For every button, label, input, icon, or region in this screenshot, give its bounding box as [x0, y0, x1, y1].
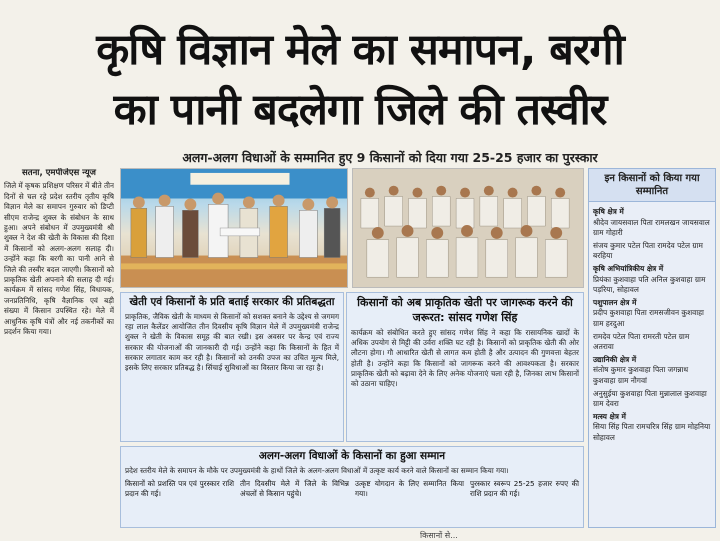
- left-column-body: जिले में कृषक प्रशिक्षण परिसर में बीते तीन दिनों से चल रहे प्रदेश स्तरीय तृतीय कृषि विज्ञान मेले का समापन गुरुवार को डिप्टी सीएम राजेन्द्र शुक्ल के संबोधन के साथ हुआ। अपने संबोधन में उपमुख्यमंत्री श्री शुक्ल ने देश की खेती के विकास की दिशा में किसानों को अलग-अलग सलाह दी। उन्होंने कहा कि बरगी का पानी आने से जिले की तस्वीर बदल जाएगी। किसानों को प्राकृतिक खेती अपनाने की सलाह दी गई। कार्यक्रम में सांसद गणेश सिंह, विधायक, जनप्रतिनिधि, कृषि वैज्ञानिक एवं बड़ी संख्या में किसान उपस्थित रहे। मेले में आधुनिक कृषि यंत्रों और नई तकनीकों का प्रदर्शन किया गया।: [4, 181, 114, 337]
- govt-commitment-body: प्राकृतिक, जैविक खेती के माध्यम से किसानों को सशक्त बनाने के उद्देश्य से जगमग रहा लाल कैलेंडर आयोजित तीन दिवसीय कृषि विज्ञान मेले में उपमुख्यमंत्री राजेन्द्र शुक्ल ने खेती के विकास समूह की बात रखी। इस अवसर पर केन्द्र एवं राज्य सरकार की योजनाओं की जानकारी दी गई। उन्होंने कहा कि किसानों के हित में सरकार लगातार काम कर रही है। किसानों को उनकी उपज का उचित मूल्य मिले, इसके लिए सरकार प्रतिबद्ध है। सिंचाई सुविधाओं का विस्तार किया जा रहा है।: [125, 312, 339, 373]
- govt-commitment-article: [120, 292, 344, 442]
- headline-line-2: का पानी बदलेगा जिले की तस्वीर: [113, 85, 607, 135]
- headline-line-1: कृषि विज्ञान मेले का समापन, बरगी: [96, 25, 624, 75]
- sidebar-names: प्रदीप कुशवाहा पिता रामसजीवन कुशवाहा ग्राम हरदुआ: [593, 308, 704, 328]
- sidebar-entry: [593, 412, 711, 444]
- sidebar-category: उद्यानिकी क्षेत्र में: [593, 354, 637, 364]
- left-column-article: [4, 168, 114, 528]
- sidebar-entry: [593, 207, 711, 239]
- subheadline: अलग-अलग विधाओं के सम्मानित हुए 9 किसानों को दिया गया 25-25 हजार का पुरस्कार: [182, 150, 598, 165]
- sidebar-title: इन किसानों को किया गया सम्मानित: [589, 169, 715, 202]
- awards-article: [120, 446, 584, 528]
- sidebar-names: अनुसुईया कुशवाहा पिता मुन्नालाल कुशवाहा ग्राम देवरा: [593, 388, 707, 409]
- sidebar-category: कृषि क्षेत्र में: [593, 207, 624, 216]
- awards-column: तीन दिवसीय मेले में जिले के विभिन्न अंचलों से किसान पहुंचे।: [240, 479, 349, 499]
- sidebar-category: कृषि अभियांत्रिकीय क्षेत्र में: [593, 263, 664, 273]
- sidebar-names: रामदेव पटेल पिता रामरती पटेल ग्राम अतरावा: [593, 331, 690, 352]
- awards-column: किसानों को प्रशस्ति पत्र एवं पुरस्कार राशि प्रदान की गई।: [125, 479, 234, 499]
- dateline: सतना, एमपीजेएस न्यूज: [22, 168, 96, 178]
- stage-felicitation-photo: [120, 168, 348, 288]
- sidebar-names: सिया सिंह पिता रामचरित्र सिंह ग्राम मोहनिया सोहावल: [593, 422, 711, 442]
- audience-photo: [352, 168, 584, 288]
- awards-title: अलग-अलग विधाओं के किसानों का हुआ सम्मान: [258, 450, 446, 462]
- govt-commitment-title: खेती एवं किसानों के प्रति बताई सरकार की प्रतिबद्धता: [129, 296, 335, 308]
- natural-farming-article: [346, 292, 584, 442]
- awards-column: पुरस्कार स्वरूप 25-25 हजार रुपए की राशि प्रदान की गई।: [470, 479, 579, 499]
- honored-farmers-sidebar: [588, 168, 716, 528]
- sidebar-category: पशुपालन क्षेत्र में: [593, 297, 637, 307]
- natural-farming-body: कार्यक्रम को संबोधित करते हुए सांसद गणेश सिंह ने कहा कि रासायनिक खादों के अधिक उपयोग से मिट्टी की उर्वरा शक्ति घट रही है। किसानों को प्राकृतिक खेती की ओर लौटना होगा। गौ आधारित खेती से लागत कम होती है और उत्पादन की गुणवत्ता बेहतर होती है। उन्होंने कहा कि किसानों को जागरूक करने की आवश्यकता है। सरकार प्राकृतिक खेती को बढ़ावा देने के लिए अनेक योजनाएं चला रही है, जिनका लाभ किसानों को उठाना चाहिए।: [351, 328, 579, 389]
- headline: [4, 20, 716, 140]
- sidebar-entry: [593, 389, 711, 410]
- sidebar-category: मत्स्य क्षेत्र में: [593, 411, 626, 421]
- sidebar-names: संजय कुमार पटेल पिता रामदेव पटेल ग्राम बरहिया: [593, 240, 703, 261]
- awards-body: प्रदेश स्तरीय मेले के समापन के मौके पर उपमुख्यमंत्री के हाथों जिले के अलग-अलग विधाओं में उत्कृष्ट कार्य करने वाले किसानों का सम्मान किया गया।: [125, 466, 509, 475]
- sidebar-entry: [593, 241, 711, 262]
- sidebar-entry: [593, 264, 711, 296]
- natural-farming-title: किसानों को अब प्राकृतिक खेती पर जागरूक करने की जरूरत: सांसद गणेश सिंह: [357, 296, 573, 324]
- sidebar-entry: [593, 355, 711, 387]
- awards-column: उत्कृष्ट योगदान के लिए सम्मानित किया गया।: [355, 479, 464, 499]
- sidebar-names: श्रीदेव जायसवाल पिता रामलखन जायसवाल ग्राम गोहारी: [593, 217, 710, 238]
- sidebar-entry: [593, 332, 711, 353]
- sidebar-names: संतोष कुमार कुशवाहा पिता जगन्नाथ कुशवाहा ग्राम नौगवां: [593, 365, 689, 385]
- sidebar-entry: [593, 298, 711, 330]
- fold-text: किसानों से...: [420, 531, 458, 540]
- sidebar-names: प्रियंका कुशवाहा पति अनिल कुशवाहा ग्राम पड़रिया, सोहावल: [593, 274, 706, 295]
